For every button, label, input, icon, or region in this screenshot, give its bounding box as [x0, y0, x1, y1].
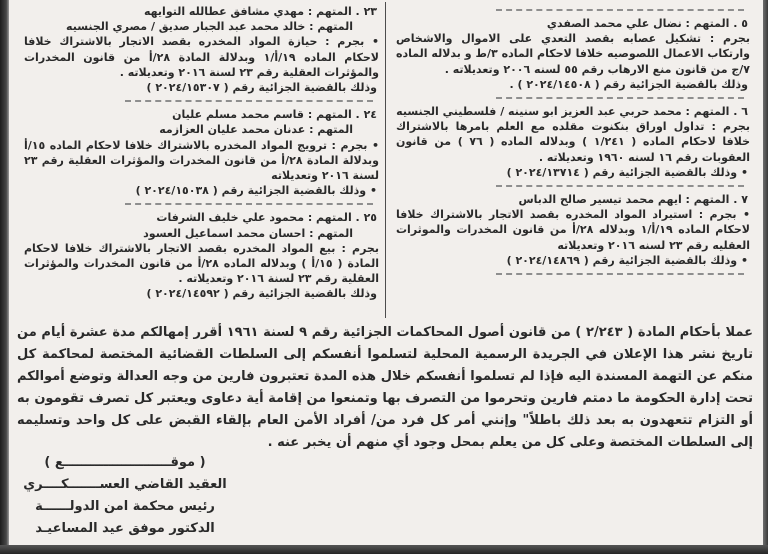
signed-label: ( موقــــــــــــــــــــــــع )	[44, 455, 206, 470]
signature-block	[16, 452, 234, 540]
defendant-entry-7	[396, 192, 750, 268]
case-number: وذلك بالقضية الجزائية رقم ( ٢٠٢٤/١٤٥٩٢ )	[146, 287, 377, 301]
legal-notice-paragraph: عملا بأحكام المادة ( ٢/٢٤٣ ) من قانون أصول المحاكمات الجزائية رقم ٩ لسنة ١٩٦١ أقرر إمهالكم مدة عشرة أيام من تاريخ نشر هذا الإعلان في الجريدة الرسمية المحلية لتسلموا أنفسكم إلى السلطات القضائية المختصة لمحاكمة كل منكم عن التهمة المسندة اليه فإذا لم تسلموا أنفسكم خلال هذه المدة تعتبرون فارين من وجه العدالة وتوضع أموالكم تحت إدارة الحكومة ما دمتم فارين وتحرموا من التصرف بها وتمنعوا من إقامة أية دعاوى ويعتبر كل تصرف تقومون به أو التزام تتعهدون به بعد ذلك باطلاً" وإنني أمر كل فرد من/ أفراد الأمن العام بإلقاء القبض على كل واحد وتسليمه إلى السلطات المختصة وعلى كل من يعلم بمحل وجود أي منهم أن يخبر عنه .	[17, 325, 753, 450]
defendant-entry-23	[24, 4, 379, 95]
case-number: • وذلك بالقضية الجزائية رقم ( ٢٠٢٤/١٤٨٦٩ )	[506, 253, 748, 267]
signer-rank: العقيد القاضي العســـــــكــــري	[23, 477, 227, 492]
defendant-name: ٦ . المتهم : محمد حربي عبد العزيز ابو سنينه / فلسطيني الجنسيه	[396, 105, 748, 119]
defendants-columns	[14, 2, 756, 318]
page-bottom-border	[0, 545, 768, 554]
defendant-name: ٢٤ . المتهم : قاسم محمد مسلم عليان	[172, 108, 377, 122]
dashed-separator	[496, 9, 744, 11]
charge-text: • بجرم : حيازة المواد المخدره بقصد الاتجار بالاشتراك خلافا لاحكام الماده ١٩/أ/١ وبدلالة المادة ٢٨/أ من قانون المخدرات والمؤثرات العقلية رقم ٢٣ لسنة ٢٠١٦ وتعديلاته .	[24, 35, 379, 79]
dashed-separator	[125, 203, 374, 205]
page-right-border	[763, 0, 768, 554]
defendant-name: ٥ . المتهم : نضال علي محمد الصفدي	[546, 17, 748, 30]
defendant-name-second: المتهم : خالد محمد عبد الجبار صديق / مصري الجنسيه	[66, 20, 353, 34]
defendant-entry-5	[396, 16, 750, 92]
signer-name: الدكتور موفق عيد المساعيـد	[35, 521, 215, 536]
charge-text: بجرم : تداول اوراق بنكنوت مقلده مع العلم بامرها بالاشتراك خلافا لاحكام الماده ( ١/٢٤١ ) وبدلاله الماده ( ٧٦ ) من قانون العقوبات رقم ١٦ لسنه ١٩٦٠ وتعديلاته .	[396, 120, 751, 164]
charge-text: بجرم : بيع المواد المخدره بقصد الاتجار بالاشتراك خلافا لاحكام المادة ( ١٥/أ ) وبدلاله الماده ٢٨/أ من قانون المخدرات والمؤثرات العقلية رقم ٢٣ لسنة ٢٠١٦ وتعديلاته .	[24, 241, 379, 286]
defendant-name: ٧ . المتهم : ايهم محمد تيسير صالح الدباس	[518, 193, 748, 207]
case-number: وذلك بالقضية الجزائية رقم ( ٢٠٢٤/١٤٥٠٨ ) .	[509, 77, 748, 91]
defendant-name: ٢٣ . المتهم : مهدي مشافق عطالله التوايهه	[143, 5, 377, 18]
defendant-entry-24	[24, 107, 379, 198]
page-left-border	[0, 0, 9, 554]
defendant-name-second: المتهم : احسان محمد اسماعيل العسود	[143, 226, 353, 240]
dashed-separator	[496, 97, 744, 99]
column-right	[385, 2, 756, 318]
dashed-separator	[496, 185, 744, 187]
case-number: • وذلك بالقضية الجزائية رقم ( ٢٠٢٤/١٣٧١٤ )	[506, 165, 748, 179]
case-number: وذلك بالقضية الجزائية رقم ( ٢٠٢٤/١٥٣٠٧ )	[146, 81, 377, 95]
dashed-separator	[125, 100, 374, 102]
defendant-entry-25	[24, 210, 379, 301]
column-left	[14, 2, 385, 318]
defendant-name-second: المتهم : عدنان محمد عليان العزازمه	[159, 123, 353, 137]
charge-text: بجرم : تشكيل عصابه بقصد التعدي على الاموال والاشخاص وارتكاب الاعمال اللصوصيه خلافا لاحكام الماده ٣/ط و بدلاله الماده ٧/ج من قانون منع الارهاب رقم ٥٥ لسنه ٢٠٠٦ وتعديلاته .	[396, 32, 751, 76]
case-number: • وذلك بالقضية الجزائية رقم ( ٢٠٢٤/١٥٠٣٨ )	[135, 184, 377, 198]
signer-title: رئيس محكمة امن الدولــــــة	[35, 499, 215, 514]
defendant-name: ٢٥ . المتهم : محمود علي خليف الشرفات	[156, 211, 377, 225]
charge-text: • بجرم : استيراد المواد المخدره بقصد الاتجار بالاشتراك خلافا لاحكام الماده ١٩/أ/١ وبدلاله ٢٨/أ من قانون المخدرات والموثرات العقليه رقم ٢٣ لسنه ٢٠١٦ وتعديلاته	[396, 208, 750, 252]
dashed-separator	[496, 273, 744, 275]
defendant-entry-6	[396, 104, 750, 180]
charge-text: • بجرم : ترويج المواد المخدره بالاشتراك خلافا لاحكام الماده ١٥/أ وبدلالة المادة ٢٨/أ من قانون المخدرات والمؤثرات العقلية رقم ٢٣ لسنة ٢٠١٦ وتعديلاته	[24, 138, 379, 183]
